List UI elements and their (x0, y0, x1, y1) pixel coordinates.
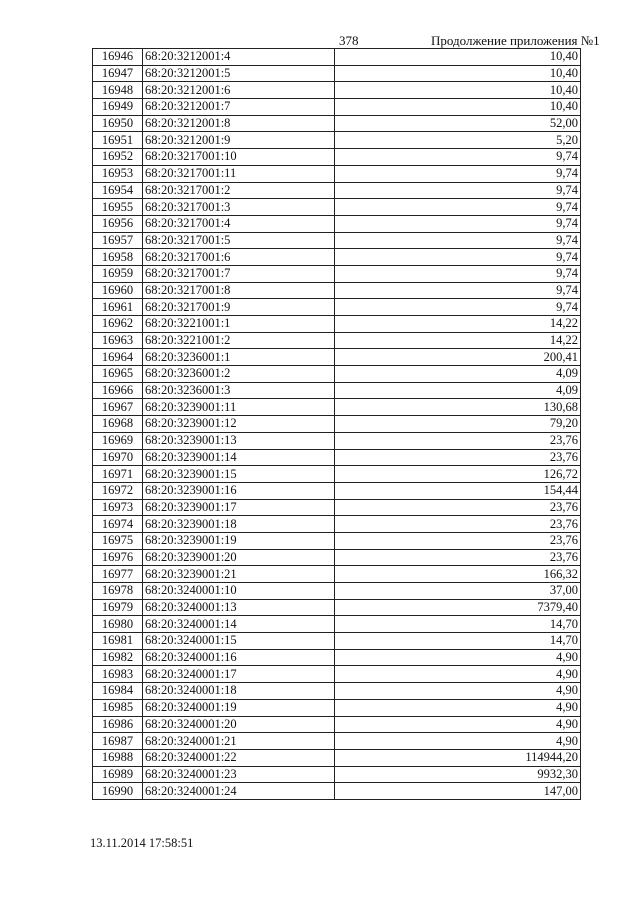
row-number: 16981 (93, 633, 143, 650)
cadastral-number: 68:20:3239001:21 (143, 566, 335, 583)
cadastral-number: 68:20:3239001:19 (143, 532, 335, 549)
row-number: 16982 (93, 649, 143, 666)
cadastral-number: 68:20:3217001:3 (143, 199, 335, 216)
cadastral-value: 23,76 (335, 532, 581, 549)
table-row (93, 749, 581, 766)
cadastral-number: 68:20:3217001:5 (143, 232, 335, 249)
table-row (93, 182, 581, 199)
cadastral-number: 68:20:3212001:9 (143, 132, 335, 149)
table-row (93, 249, 581, 266)
table-row (93, 132, 581, 149)
cadastral-number: 68:20:3240001:19 (143, 699, 335, 716)
row-number: 16952 (93, 149, 143, 166)
cadastral-number: 68:20:3240001:13 (143, 599, 335, 616)
table-row (93, 766, 581, 783)
cadastral-value: 126,72 (335, 466, 581, 483)
cadastral-number: 68:20:3240001:17 (143, 666, 335, 683)
row-number: 16956 (93, 215, 143, 232)
table-row (93, 449, 581, 466)
table-row (93, 466, 581, 483)
row-number: 16958 (93, 249, 143, 266)
cadastral-value: 4,90 (335, 699, 581, 716)
cadastral-number: 68:20:3240001:15 (143, 633, 335, 650)
cadastral-value: 147,00 (335, 783, 581, 800)
table-row (93, 382, 581, 399)
row-number: 16968 (93, 416, 143, 433)
cadastral-number: 68:20:3217001:11 (143, 165, 335, 182)
row-number: 16972 (93, 482, 143, 499)
row-number: 16957 (93, 232, 143, 249)
table-row (93, 299, 581, 316)
row-number: 16974 (93, 516, 143, 533)
table-row (93, 633, 581, 650)
cadastral-number: 68:20:3240001:21 (143, 733, 335, 750)
table-row (93, 316, 581, 333)
cadastral-value: 9932,30 (335, 766, 581, 783)
cadastral-value: 9,74 (335, 299, 581, 316)
cadastral-value: 14,70 (335, 633, 581, 650)
row-number: 16963 (93, 332, 143, 349)
cadastral-number: 68:20:3217001:9 (143, 299, 335, 316)
table-row (93, 366, 581, 383)
table-row (93, 566, 581, 583)
cadastral-number: 68:20:3239001:13 (143, 432, 335, 449)
table-row (93, 649, 581, 666)
cadastral-value: 14,22 (335, 316, 581, 333)
cadastral-value: 23,76 (335, 549, 581, 566)
table-row (93, 349, 581, 366)
table-row (93, 599, 581, 616)
cadastral-value: 166,32 (335, 566, 581, 583)
cadastral-value: 9,74 (335, 215, 581, 232)
row-number: 16951 (93, 132, 143, 149)
cadastral-value: 9,74 (335, 149, 581, 166)
table-row (93, 399, 581, 416)
row-number: 16971 (93, 466, 143, 483)
cadastral-number: 68:20:3212001:5 (143, 65, 335, 82)
print-timestamp: 13.11.2014 17:58:51 (90, 836, 194, 850)
table-row (93, 332, 581, 349)
row-number: 16954 (93, 182, 143, 199)
row-number: 16973 (93, 499, 143, 516)
table-row (93, 716, 581, 733)
row-number: 16979 (93, 599, 143, 616)
table-row (93, 432, 581, 449)
table-row (93, 616, 581, 633)
row-number: 16983 (93, 666, 143, 683)
cadastral-number: 68:20:3240001:22 (143, 749, 335, 766)
table-row (93, 482, 581, 499)
table-row (93, 215, 581, 232)
cadastral-value: 9,74 (335, 265, 581, 282)
cadastral-value: 10,40 (335, 65, 581, 82)
table-row (93, 516, 581, 533)
row-number: 16990 (93, 783, 143, 800)
table-row (93, 532, 581, 549)
cadastral-value: 9,74 (335, 249, 581, 266)
row-number: 16965 (93, 366, 143, 383)
row-number: 16985 (93, 699, 143, 716)
cadastral-value: 114944,20 (335, 749, 581, 766)
cadastral-value: 9,74 (335, 165, 581, 182)
cadastral-value: 9,74 (335, 182, 581, 199)
table-row (93, 733, 581, 750)
row-number: 16978 (93, 583, 143, 600)
table-row (93, 683, 581, 700)
cadastral-value: 4,90 (335, 649, 581, 666)
row-number: 16988 (93, 749, 143, 766)
cadastral-number: 68:20:3212001:6 (143, 82, 335, 99)
table-row (93, 549, 581, 566)
cadastral-value: 9,74 (335, 199, 581, 216)
row-number: 16950 (93, 115, 143, 132)
row-number: 16986 (93, 716, 143, 733)
row-number: 16980 (93, 616, 143, 633)
cadastral-value: 200,41 (335, 349, 581, 366)
table-row (93, 699, 581, 716)
cadastral-value-table (92, 48, 581, 800)
cadastral-value: 4,09 (335, 382, 581, 399)
cadastral-value: 79,20 (335, 416, 581, 433)
row-number: 16967 (93, 399, 143, 416)
table-row (93, 199, 581, 216)
table-row (93, 165, 581, 182)
cadastral-value: 23,76 (335, 449, 581, 466)
cadastral-number: 68:20:3217001:7 (143, 265, 335, 282)
cadastral-number: 68:20:3239001:15 (143, 466, 335, 483)
cadastral-value: 7379,40 (335, 599, 581, 616)
row-number: 16961 (93, 299, 143, 316)
table-row (93, 99, 581, 116)
page-number: 378 (339, 33, 359, 48)
table-row (93, 783, 581, 800)
cadastral-value: 4,90 (335, 683, 581, 700)
row-number: 16975 (93, 532, 143, 549)
cadastral-number: 68:20:3212001:4 (143, 49, 335, 66)
table-row (93, 499, 581, 516)
cadastral-value: 9,74 (335, 232, 581, 249)
table-row (93, 265, 581, 282)
cadastral-number: 68:20:3217001:4 (143, 215, 335, 232)
cadastral-number: 68:20:3212001:7 (143, 99, 335, 116)
cadastral-value: 14,22 (335, 332, 581, 349)
cadastral-number: 68:20:3239001:14 (143, 449, 335, 466)
row-number: 16960 (93, 282, 143, 299)
row-number: 16962 (93, 316, 143, 333)
cadastral-number: 68:20:3239001:18 (143, 516, 335, 533)
row-number: 16969 (93, 432, 143, 449)
cadastral-number: 68:20:3236001:2 (143, 366, 335, 383)
cadastral-number: 68:20:3217001:2 (143, 182, 335, 199)
cadastral-number: 68:20:3239001:17 (143, 499, 335, 516)
cadastral-number: 68:20:3240001:14 (143, 616, 335, 633)
cadastral-number: 68:20:3236001:1 (143, 349, 335, 366)
table-row (93, 65, 581, 82)
appendix-continuation-title: Продолжение приложения №1 (431, 33, 600, 48)
table-row (93, 115, 581, 132)
table-row (93, 49, 581, 66)
table-body (93, 49, 581, 800)
row-number: 16989 (93, 766, 143, 783)
cadastral-number: 68:20:3240001:10 (143, 583, 335, 600)
row-number: 16966 (93, 382, 143, 399)
cadastral-value: 4,09 (335, 366, 581, 383)
row-number: 16955 (93, 199, 143, 216)
cadastral-value: 5,20 (335, 132, 581, 149)
table-row (93, 232, 581, 249)
row-number: 16977 (93, 566, 143, 583)
cadastral-number: 68:20:3239001:12 (143, 416, 335, 433)
cadastral-value: 4,90 (335, 666, 581, 683)
cadastral-number: 68:20:3239001:16 (143, 482, 335, 499)
cadastral-value: 23,76 (335, 516, 581, 533)
table-row (93, 282, 581, 299)
row-number: 16959 (93, 265, 143, 282)
table-row (93, 416, 581, 433)
cadastral-value: 9,74 (335, 282, 581, 299)
cadastral-number: 68:20:3240001:16 (143, 649, 335, 666)
cadastral-value: 10,40 (335, 82, 581, 99)
cadastral-number: 68:20:3221001:2 (143, 332, 335, 349)
row-number: 16948 (93, 82, 143, 99)
row-number: 16964 (93, 349, 143, 366)
row-number: 16947 (93, 65, 143, 82)
cadastral-number: 68:20:3217001:10 (143, 149, 335, 166)
cadastral-number: 68:20:3212001:8 (143, 115, 335, 132)
cadastral-value: 14,70 (335, 616, 581, 633)
row-number: 16970 (93, 449, 143, 466)
cadastral-number: 68:20:3217001:6 (143, 249, 335, 266)
cadastral-value: 4,90 (335, 733, 581, 750)
cadastral-value: 4,90 (335, 716, 581, 733)
cadastral-number: 68:20:3221001:1 (143, 316, 335, 333)
cadastral-value: 23,76 (335, 499, 581, 516)
cadastral-value: 37,00 (335, 583, 581, 600)
cadastral-number: 68:20:3240001:20 (143, 716, 335, 733)
cadastral-number: 68:20:3217001:8 (143, 282, 335, 299)
row-number: 16984 (93, 683, 143, 700)
cadastral-number: 68:20:3236001:3 (143, 382, 335, 399)
cadastral-value: 10,40 (335, 99, 581, 116)
table-row (93, 82, 581, 99)
row-number: 16953 (93, 165, 143, 182)
cadastral-number: 68:20:3239001:11 (143, 399, 335, 416)
table-row (93, 583, 581, 600)
cadastral-number: 68:20:3240001:23 (143, 766, 335, 783)
row-number: 16976 (93, 549, 143, 566)
cadastral-value: 10,40 (335, 49, 581, 66)
table-row (93, 149, 581, 166)
cadastral-number: 68:20:3240001:24 (143, 783, 335, 800)
row-number: 16987 (93, 733, 143, 750)
row-number: 16946 (93, 49, 143, 66)
cadastral-number: 68:20:3240001:18 (143, 683, 335, 700)
cadastral-number: 68:20:3239001:20 (143, 549, 335, 566)
cadastral-value: 130,68 (335, 399, 581, 416)
cadastral-value: 52,00 (335, 115, 581, 132)
row-number: 16949 (93, 99, 143, 116)
cadastral-value: 23,76 (335, 432, 581, 449)
table-row (93, 666, 581, 683)
cadastral-value: 154,44 (335, 482, 581, 499)
